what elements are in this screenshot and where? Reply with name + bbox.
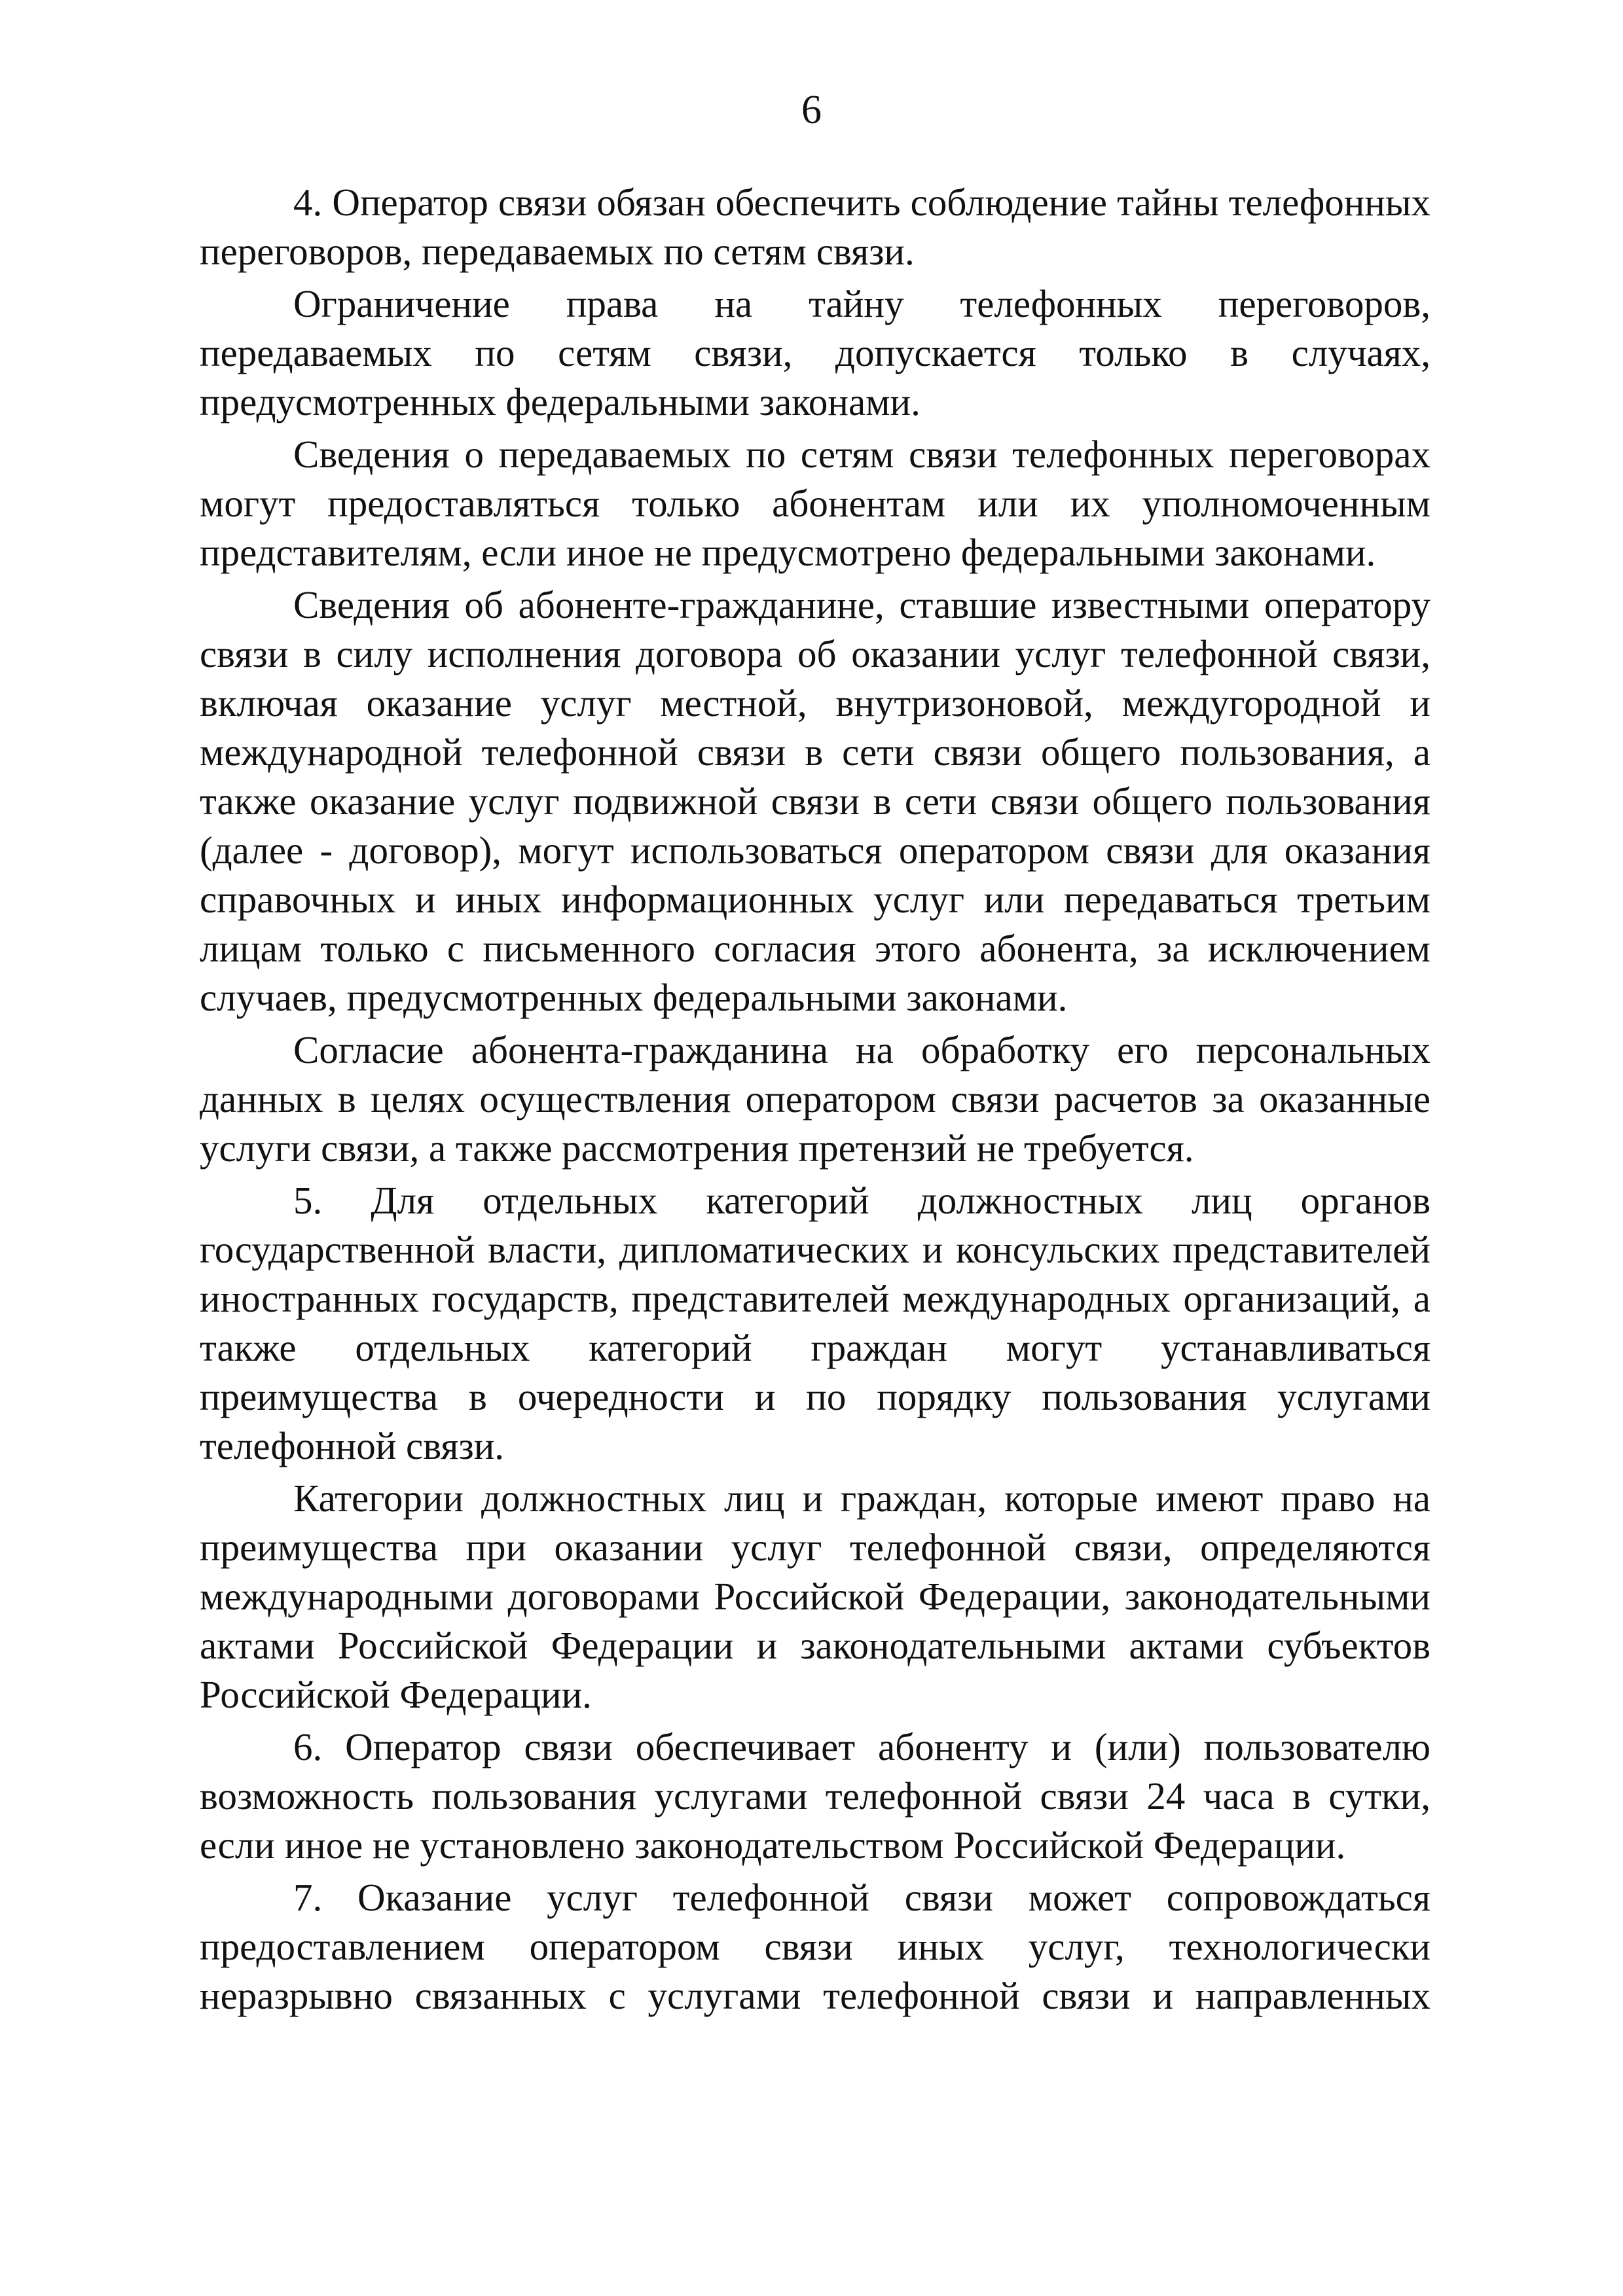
paragraph-item-4: 4. Оператор связи обязан обеспечить соблюдение тайны телефонных переговоров, передаваемых по сетям связи. <box>200 181 1431 273</box>
paragraph-consent: Согласие абонента-гражданина на обработку его персональных данных в целях осуществления оператором связи расчетов за оказанные услуги связи, а также рассмотрения претензий не требуется. <box>200 1028 1431 1170</box>
document-body <box>200 178 1431 2024</box>
paragraph-item-7: 7. Оказание услуг телефонной связи может сопровождаться предоставлением оператором связи иных услуг, технологически неразрывно связанных с услугами телефонной связи и направленных <box>200 1876 1431 2017</box>
paragraph-item-5: 5. Для отдельных категорий должностных лиц органов государственной власти, дипломатических и консульских представителей иностранных государств, представителей международных организаций, а также отдельных категорий граждан могут устанавливаться преимущества в очередности и по порядку пользования услугами телефонной связи. <box>200 1179 1431 1467</box>
paragraph-categories: Категории должностных лиц и граждан, которые имеют право на преимущества при оказании услуг телефонной связи, определяются международными договорами Российской Федерации, законодательными актами Российской Федерации и законодательными актами субъектов Российской Федерации. <box>200 1477 1431 1716</box>
page-number: 6 <box>801 88 822 132</box>
paragraph-item-6: 6. Оператор связи обеспечивает абоненту и (или) пользователю возможность пользования услугами телефонной связи 24 часа в сутки, если иное не установлено законодательством Российской Федерации. <box>200 1725 1431 1867</box>
paragraph-restriction: Ограничение права на тайну телефонных переговоров, передаваемых по сетям связи, допускается только в случаях, предусмотренных федеральными законами. <box>200 282 1431 423</box>
paragraph-call-info: Сведения о передаваемых по сетям связи телефонных переговорах могут предоставляться только абонентам или их уполномоченным представителям, если иное не предусмотрено федеральными законами. <box>200 433 1431 574</box>
paragraph-subscriber-info: Сведения об абоненте-гражданине, ставшие известными оператору связи в силу исполнения договора об оказании услуг телефонной связи, включая оказание услуг местной, внутризоновой, междугородной и международной телефонной связи в сети связи общего пользования, а также оказание услуг подвижной связи в сети связи общего пользования (далее - договор), могут использоваться оператором связи для оказания справочных и иных информационных услуг или передаваться третьим лицам только с письменного согласия этого абонента, за исключением случаев, предусмотренных федеральными законами. <box>200 583 1431 1019</box>
